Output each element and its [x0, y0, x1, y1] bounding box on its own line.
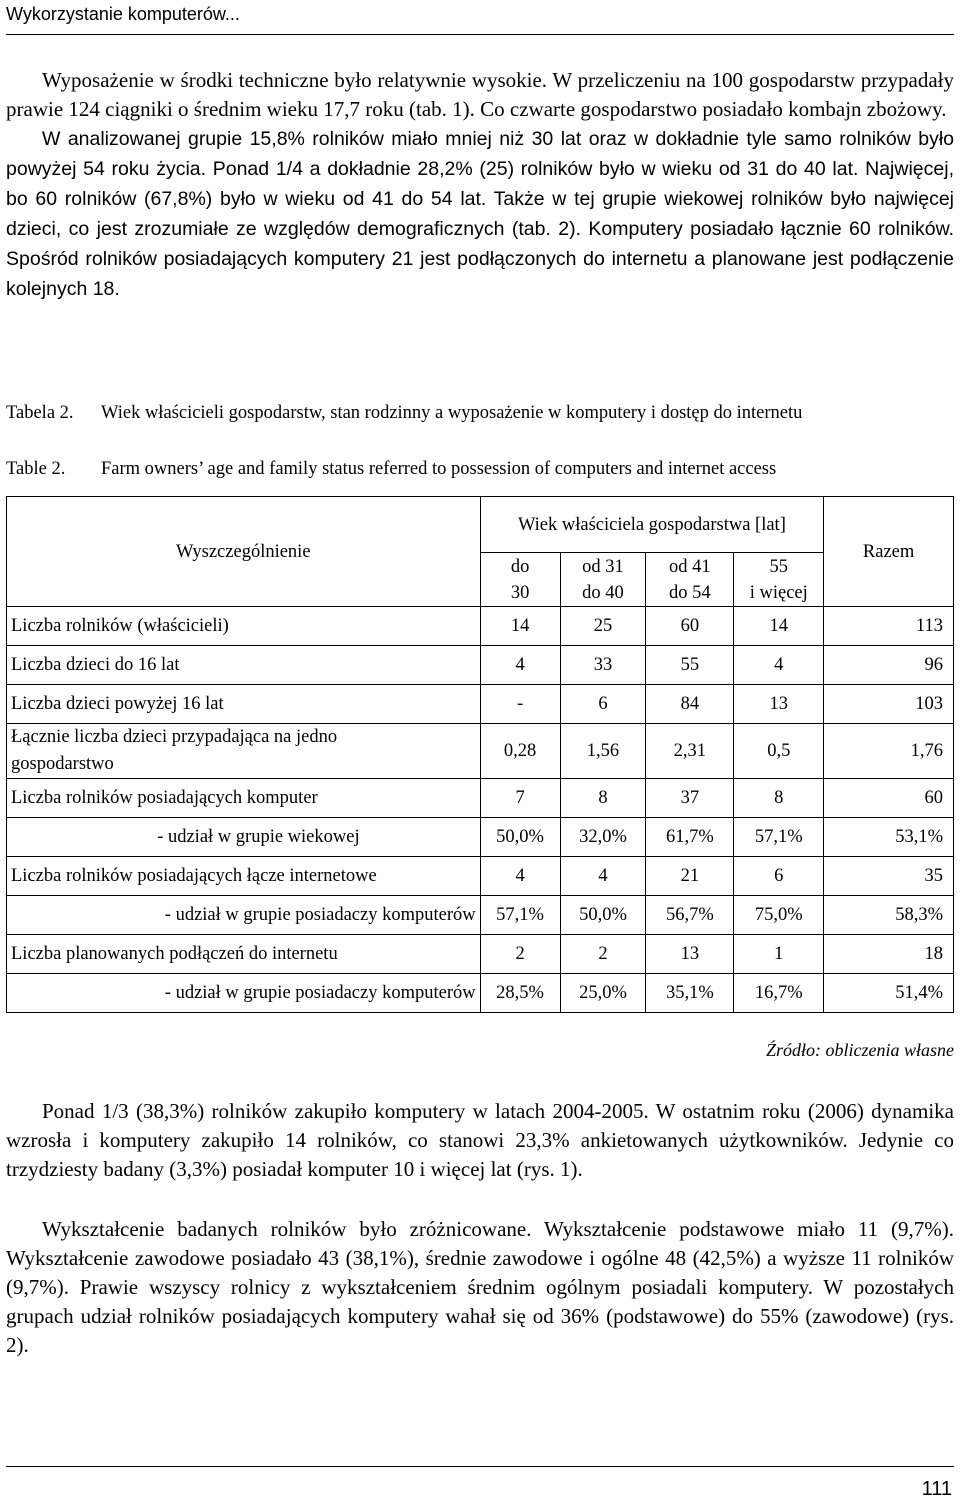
cell: 50,0%: [480, 818, 560, 857]
table-row: [7, 857, 954, 896]
header-age-col: [734, 553, 824, 607]
cell: 13: [646, 935, 734, 974]
header-rule: [6, 34, 954, 35]
body-paragraph-4-text: Wykształcenie badanych rolników było zróżnicowane. Wykształcenie podstawowe miało 11 (9,7%). Wykształcenie zawodowe posiadało 43 (38,1%), średnie zawodowe i ogólne 48 (42,5%) a wyższe 11 rolników (9,7%). Prawie wszyscy rolnicy z wykształceniem średnim ogólnym posiadali komputery. W pozostałych grupach udział rolników posiadających komputery wahał się od 36% (podstawowe) do 55% (zawodowe) (rys. 2).: [6, 1217, 954, 1357]
cell-total: 1,76: [824, 724, 954, 779]
cell-total: 96: [824, 646, 954, 685]
cell: 8: [560, 779, 646, 818]
cell: 37: [646, 779, 734, 818]
header-age-col: [480, 553, 560, 607]
table-row: [7, 646, 954, 685]
table-row: [7, 779, 954, 818]
intro-paragraph-2: W analizowanej grupie 15,8% rolników miało mniej niż 30 lat oraz w dokładnie tyle samo rolników było powyżej 54 roku życia. Ponad 1/4 a dokładnie 28,2% (25) rolników było w wieku od 31 do 40 lat. Najwięcej, bo 60 rolników (67,8%) było w wieku od 41 do 54 lat. Także w tej grupie wiekowej rolników było najwięcej dzieci, co jest zrozumiałe ze względów demograficznych (tab. 2). Komputery posiadało łącznie 60 rolników. Spośród rolników posiadających komputery 21 jest podłączonych do internetu a planowane jest podłączenie kolejnych 18.: [6, 128, 954, 300]
cell: 4: [560, 857, 646, 896]
cell: 6: [734, 857, 824, 896]
cell-total: 103: [824, 685, 954, 724]
row-label: Liczba dzieci do 16 lat: [7, 646, 481, 685]
row-label: Liczba rolników posiadających komputer: [7, 779, 481, 818]
cell: -: [480, 685, 560, 724]
cell: 57,1%: [480, 896, 560, 935]
header-age-l1: do: [510, 556, 530, 577]
cell: 14: [734, 607, 824, 646]
cell: 55: [646, 646, 734, 685]
table-row: [7, 724, 954, 779]
cell: 16,7%: [734, 974, 824, 1013]
cell: 28,5%: [480, 974, 560, 1013]
table-row: [7, 818, 954, 857]
body-paragraph-4: [6, 1215, 954, 1360]
row-label: Liczba planowanych podłączeń do internetu: [7, 935, 481, 974]
cell: 84: [646, 685, 734, 724]
body-paragraph-3: [6, 1097, 954, 1184]
caption-text: Farm owners’ age and family status referred to possession of computers and internet access: [101, 459, 777, 479]
table-row: [7, 685, 954, 724]
row-label: - udział w grupie wiekowej: [7, 818, 481, 857]
cell: 50,0%: [560, 896, 646, 935]
row-label-text: Łącznie liczba dzieci przypadająca na jedno gospodarstwo: [11, 727, 338, 774]
row-label: Liczba rolników posiadających łącze internetowe: [7, 857, 481, 896]
table-row: [7, 935, 954, 974]
cell: 0,5: [734, 724, 824, 779]
row-label: - udział w grupie posiadaczy komputerów: [7, 896, 481, 935]
cell: 60: [646, 607, 734, 646]
header-age-l1: od 31: [582, 556, 624, 577]
header-age-col: [560, 553, 646, 607]
table-source: Źródło: obliczenia własne: [766, 1040, 954, 1060]
caption-label: Tabela 2.: [6, 403, 74, 423]
cell: 4: [480, 857, 560, 896]
header-wyszczegolnienie: Wyszczególnienie: [7, 497, 481, 607]
cell: 2: [480, 935, 560, 974]
table-row: [7, 607, 954, 646]
header-razem: Razem: [824, 497, 954, 607]
cell-total: 53,1%: [824, 818, 954, 857]
cell: 4: [480, 646, 560, 685]
row-label: Liczba rolników (właścicieli): [7, 607, 481, 646]
cell: 0,28: [480, 724, 560, 779]
row-label: Liczba dzieci powyżej 16 lat: [7, 685, 481, 724]
body-paragraph-3-text: Ponad 1/3 (38,3%) rolników zakupiło komputery w latach 2004-2005. W ostatnim roku (2006) dynamika wzrosła i komputery zakupiło 14 rolników, co stanowi 23,3% ankietowanych użytkowników. Jedynie co trzydziesty badany (3,3%) posiadał komputer 10 i więcej lat (rys. 1).: [6, 1099, 954, 1181]
page-number: 111: [921, 1478, 952, 1500]
cell: 8: [734, 779, 824, 818]
intro-paragraph-1: Wyposażenie w środki techniczne było relatywnie wysokie. W przeliczeniu na 100 gospodarstw przypadały prawie 124 ciągniki o średnim wieku 17,7 roku (tab. 1). Co czwarte gospodarstwo posiadało kombajn zbożowy.: [6, 68, 954, 121]
cell: 33: [560, 646, 646, 685]
cell-total: 51,4%: [824, 974, 954, 1013]
row-label: - udział w grupie posiadaczy komputerów: [7, 974, 481, 1013]
table-row: [7, 896, 954, 935]
intro-text: [6, 66, 954, 304]
cell: 1: [734, 935, 824, 974]
cell: 7: [480, 779, 560, 818]
cell-total: 35: [824, 857, 954, 896]
cell: 56,7%: [646, 896, 734, 935]
caption-text: Wiek właścicieli gospodarstw, stan rodzinny a wyposażenie w komputery i dostęp do internetu: [101, 403, 803, 423]
cell: 4: [734, 646, 824, 685]
header-age-col: [646, 553, 734, 607]
cell: 2,31: [646, 724, 734, 779]
cell-total: 58,3%: [824, 896, 954, 935]
cell: 21: [646, 857, 734, 896]
cell: 57,1%: [734, 818, 824, 857]
cell-total: 113: [824, 607, 954, 646]
data-table: [6, 496, 954, 1013]
caption-label: Table 2.: [6, 459, 66, 479]
footer-rule: [6, 1466, 954, 1467]
caption-pl: [6, 400, 954, 426]
cell: 32,0%: [560, 818, 646, 857]
row-label: [7, 724, 481, 779]
header-age-l2: do 40: [582, 582, 624, 603]
table-row: [7, 974, 954, 1013]
header-age-l2: do 54: [669, 582, 711, 603]
cell: 2: [560, 935, 646, 974]
running-header: Wykorzystanie komputerów...: [6, 4, 240, 24]
header-age-l1: 55: [769, 556, 788, 577]
caption-en: [6, 456, 954, 482]
cell: 35,1%: [646, 974, 734, 1013]
cell: 61,7%: [646, 818, 734, 857]
header-age-group: Wiek właściciela gospodarstwa [lat]: [480, 497, 824, 553]
cell: 25,0%: [560, 974, 646, 1013]
cell: 25: [560, 607, 646, 646]
cell-total: 60: [824, 779, 954, 818]
header-age-l1: od 41: [669, 556, 711, 577]
cell: 1,56: [560, 724, 646, 779]
header-age-l2: 30: [510, 582, 530, 603]
cell: 13: [734, 685, 824, 724]
cell: 75,0%: [734, 896, 824, 935]
header-age-l2: i więcej: [749, 582, 808, 603]
cell: 6: [560, 685, 646, 724]
cell-total: 18: [824, 935, 954, 974]
cell: 14: [480, 607, 560, 646]
